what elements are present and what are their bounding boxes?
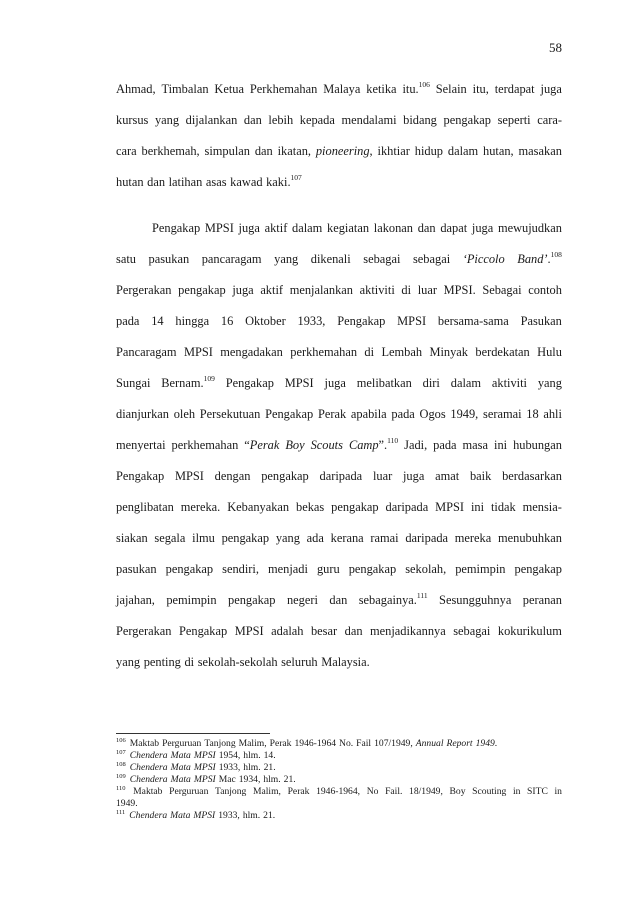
text-line: hutan dan latihan asas kawad kaki.$^{107}$	[116, 173, 302, 189]
footnote-separator	[116, 733, 270, 734]
page-number: 58	[549, 40, 562, 55]
footnote: $^{111}$ Chendera Mata MPSI 1933, hlm. 21.	[116, 809, 276, 821]
text-line: siakan segala ilmu pengakap yang ada kerana ramai daripada mereka menubuhkan	[116, 531, 562, 545]
body-text	[116, 80, 562, 672]
text-line: Pengakap MPSI dengan pengakap daripada luar juga amat baik berdasarkan	[116, 469, 562, 483]
text-line: Pengakap MPSI juga aktif dalam kegiatan lakonan dan dapat juga mewujudkan	[152, 221, 562, 235]
text-line: penglibatan mereka. Kebanyakan bekas pengakap daripada MPSI ini tidak mensia-	[116, 500, 562, 514]
text-line: Sungai Bernam.$^{109}$ Pengakap MPSI juga melibatkan diri dalam aktiviti yang	[116, 374, 562, 390]
footnote: $^{106}$ Maktab Perguruan Tanjong Malim, Perak 1946-1964 No. Fail 107/1949, Annual Report 1949.	[116, 737, 498, 749]
text-line: jajahan, pemimpin pengakap negeri dan sebagainya.$^{111}$ Sesungguhnya peranan	[116, 591, 562, 607]
text-line: cara berkhemah, simpulan dan ikatan, pioneering, ikhtiar hidup dalam hutan, masakan	[116, 144, 562, 158]
footnote: $^{108}$ Chendera Mata MPSI 1933, hlm. 21.	[116, 761, 276, 773]
footnotes	[116, 738, 562, 822]
footnote: $^{107}$ Chendera Mata MPSI 1954, hlm. 14.	[116, 749, 276, 761]
text-line: yang penting di sekolah-sekolah seluruh Malaysia.	[116, 655, 370, 669]
text-line: pasukan pengakap sendiri, menjadi guru pengakap sekolah, pemimpin pengakap	[116, 562, 562, 576]
footnote: $^{109}$ Chendera Mata MPSI Mac 1934, hlm. 21.	[116, 773, 296, 785]
footnote: $^{110}$ Maktab Perguruan Tanjong Malim, Perak 1946-1964, No Fail. 18/1949, Boy Scouting in SITC in	[116, 785, 562, 797]
footnote: 1949.	[116, 798, 138, 809]
text-line: Pancaragam MPSI mengadakan perkhemahan di Lembah Minyak berdekatan Hulu	[116, 345, 562, 359]
text-line: dianjurkan oleh Persekutuan Pengakap Perak apabila pada Ogos 1949, seramai 18 ahli	[116, 407, 562, 421]
text-line: kursus yang dijalankan dan lebih kepada mendalami bidang pengakap seperti cara-	[116, 113, 562, 127]
text-line: Pergerakan Pengakap MPSI adalah besar dan menjadikannya sebagai kokurikulum	[116, 624, 562, 638]
paragraph-1	[116, 80, 562, 192]
text-line: Ahmad, Timbalan Ketua Perkhemahan Malaya ketika itu.$^{106}$ Selain itu, terdapat juga	[116, 80, 562, 96]
paragraph-2	[116, 219, 562, 672]
text-line: Pergerakan pengakap juga aktif menjalankan aktiviti di luar MPSI. Sebagai contoh	[116, 283, 562, 297]
text-line: menyertai perkhemahan “Perak Boy Scouts Camp”.$^{110}$ Jadi, pada masa ini hubungan	[116, 436, 562, 452]
text-line: satu pasukan pancaragam yang dikenali sebagai sebagai ‘Piccolo Band’.$^{108}$	[116, 250, 562, 266]
text-line: pada 14 hingga 16 Oktober 1933, Pengakap MPSI bersama-sama Pasukan	[116, 314, 562, 328]
